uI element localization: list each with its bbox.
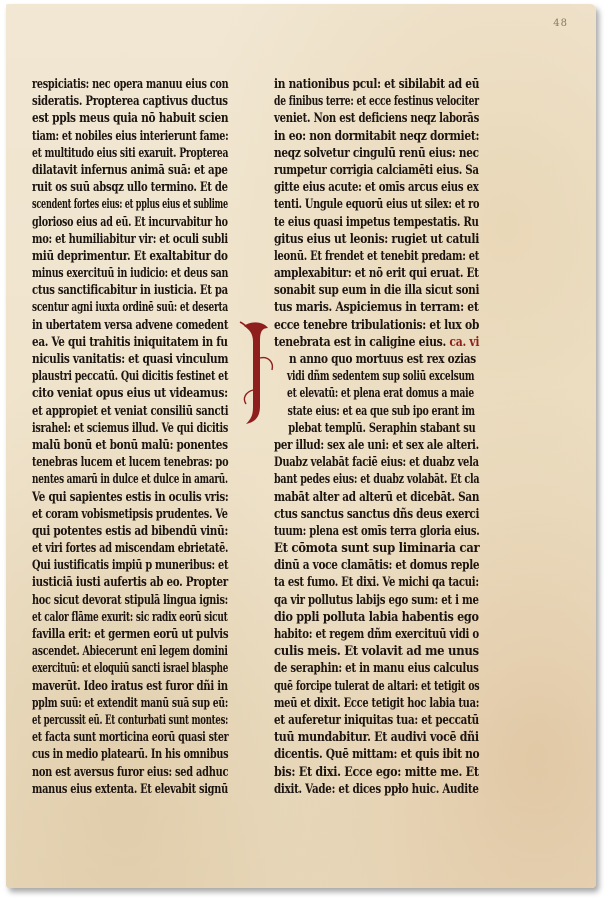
text-line: ta est fumo. Et dixi. Ve michi qa tacui:	[274, 574, 479, 590]
text-line: cito veniat opus eius ut videamus:	[32, 385, 228, 401]
text-line: ea. Ve qui trahitis iniquitatem in fu	[32, 333, 228, 349]
text-line: hoc sicut devorat stipulā lingua ignis:	[32, 591, 229, 607]
text-line: tiam: et nobiles eius interierunt fame:	[32, 127, 229, 143]
text-line: qa vir pollutus labijs ego sum: et i me	[274, 591, 479, 607]
text-line: dinū a voce clamātis: et domus reple	[274, 557, 480, 573]
text-line: favilla erit: et germen eorū ut pulvis	[32, 626, 229, 641]
text-line: minus exercituū in iudicio: et deus san	[32, 265, 229, 281]
text-line: iusticiā iusti aufertis ab eo. Propter	[32, 574, 228, 590]
text-line: neqz solvetur cingulū renū eius: nec	[274, 144, 479, 160]
text-line: est ppls meus quia nō habuit scien	[32, 110, 229, 126]
right-text-column	[274, 75, 479, 797]
text-line: quē forcipe tulerat de altari: et tetigit os	[274, 677, 480, 693]
text-line: Et cōmota sunt sup liminaria car	[274, 540, 480, 556]
text-line: ctus sanctificabitur in iusticia. Et pa	[32, 282, 228, 298]
text-line: ascendet. Abiecerunt enī legem domini	[32, 643, 228, 659]
text-line: per illud: sex ale uni: et sex ale alteri.	[274, 436, 479, 452]
text-line: in eo: non dormitabit neqz dormiet:	[274, 127, 480, 143]
text-line: et elevatū: et plena erat domus a maie	[287, 385, 474, 401]
text-line: scentur agni iuxta ordinē suū: et deserta	[32, 299, 228, 315]
text-line: dilatavit infernus animā suā: et ape	[32, 161, 228, 177]
text-line: scendent fortes eius: et pplus eius et sublime	[32, 196, 228, 212]
text-line: Ve qui sapientes estis in oculis vris:	[32, 488, 229, 504]
text-line: tuū mundabitur. Et audivi vocē dñi	[274, 729, 479, 745]
text-line: exercituū: et eloquiū sancti israel blasphe	[32, 660, 229, 676]
text-line: et viri fortes ad miscendam ebrietatē.	[32, 540, 229, 556]
text-line: malū bonū et bonū malū: ponentes	[32, 436, 228, 452]
text-line: dicentis. Quē mittam: et quis ibit no	[274, 746, 480, 762]
text-line: de seraphin: et in manu eius calculus	[274, 660, 479, 676]
text-line: mo: et humiliabitur vir: et oculi subli	[32, 230, 228, 246]
text-line: gitte eius acute: et omīs arcus eius ex	[274, 179, 479, 195]
text-line: cus in medio platearū. In his omnibus	[32, 746, 229, 762]
text-line: plaustri peccatū. Qui dicitis festinet et	[32, 368, 229, 384]
text-line: leonū. Et frendet et tenebit predam: et	[274, 247, 480, 263]
text-line: state eius: et ea que sub ipo erant im	[287, 402, 475, 418]
text-line: mabāt alter ad alterū et dicebāt. San	[274, 488, 480, 504]
text-line: sonabit sup eum in die illa sicut soni	[274, 282, 480, 298]
folio-number: 48	[553, 18, 568, 29]
text-line: et facta sunt morticina eorū quasi ster	[32, 729, 229, 745]
text-line: vidi dñm sedentem sup soliū excelsum	[286, 368, 475, 384]
text-line: te eius quasi impetus tempestatis. Ru	[274, 213, 479, 229]
text-line: ecce tenebre tribulationis: et lux ob	[274, 316, 480, 332]
text-line: et calor flāme exurit: sic radix eorū sicut	[32, 608, 228, 624]
text-line: pplm suū: et extendit manū suā sup eū:	[32, 694, 229, 710]
text-line: gitus eius ut leonis: rugiet ut catuli	[274, 230, 480, 246]
text-line: culis meis. Et volavit ad me unus	[274, 643, 479, 659]
text-line: tuum: plena est omīs terra gloria eius.	[274, 522, 480, 538]
text-line: miū deprimentur. Et exaltabitur do	[32, 247, 228, 263]
left-text-column	[32, 75, 228, 797]
text-line: niculis vanitatis: et quasi vinculum	[32, 351, 229, 366]
text-line: in ubertatem versa advene comedent	[32, 316, 229, 332]
text-line: in nationibus pcul: et sibilabit ad eū	[274, 76, 480, 91]
text-line: plebat templū. Seraphin stabant su	[288, 419, 476, 435]
text-line: respiciatis: nec opera manuu eius con	[32, 76, 229, 91]
text-line: et auferetur iniquitas tua: et peccatū	[274, 711, 479, 727]
text-line: bant pedes eius: et duabz volabāt. Et cla	[274, 471, 480, 487]
text-line: et percussit eū. Et conturbati sunt montes:	[32, 711, 229, 727]
text-line: non est aversus furor eius: sed adhuc	[32, 763, 229, 779]
text-line: tenti. Ungule equorū eius ut silex: et ro	[274, 196, 480, 212]
text-line: maverūt. Ideo iratus est furor dñi in	[32, 677, 228, 693]
text-line: qui potentes estis ad bibendū vinū:	[32, 522, 229, 538]
text-line: meū et dixit. Ecce tetigit hoc labia tua:	[274, 694, 480, 710]
text-line: glorioso eius ad eū. Et incurvabitur ho	[32, 213, 228, 229]
text-line: n anno quo mortuus est rex ozias	[289, 351, 476, 366]
text-line: tus maris. Aspiciemus in terram: et	[274, 299, 479, 315]
text-line: ruit os suū absqz ullo termino. Et de	[32, 179, 228, 195]
text-line: veniet. Non est deficiens neqz laborās	[274, 110, 480, 126]
text-line: bis: Et dixi. Ecce ego: mitte me. Et	[274, 763, 479, 779]
text-line: tenebras lucem et lucem tenebras: po	[32, 454, 229, 470]
text-line: et coram vobismetipsis prudentes. Ve	[32, 505, 228, 521]
text-line: et appropiet et veniat consiliū sancti	[32, 402, 229, 418]
text-line: et multitudo eius siti exaruit. Propterea	[32, 144, 229, 160]
text-line: Qui iustificatis impiū p muneribus: et	[32, 557, 229, 573]
text-line: rumpetur corrigia calciamēti eius. Sa	[274, 161, 479, 177]
text-line: nentes amarū in dulce et dulce in amarū.	[32, 471, 228, 487]
text-line: de finibus terre: et ecce festinus velociter	[274, 93, 479, 109]
manuscript-page	[6, 4, 596, 888]
text-line: sideratis. Propterea captivus ductus	[32, 93, 228, 109]
initial-letter-i	[238, 318, 278, 428]
text-line: dio ppli polluta labia habentis ego	[274, 608, 479, 624]
text-line: israhel: et sciemus illud. Ve qui dicitis	[32, 419, 229, 435]
chapter-rubric: ca. vi	[449, 333, 480, 349]
text-line: amplexabitur: et nō erit qui eruat. Et	[274, 265, 479, 281]
text-line: dixit. Vade: et dices ppło huic. Audite	[274, 780, 479, 796]
text-line: Duabz velabāt faciē eius: et duabz vela	[274, 454, 479, 470]
text-line: manus eius extenta. Et elevabit signū	[32, 780, 228, 796]
text-line: tenebrata est in caligine eius. ca. vi	[274, 333, 480, 349]
text-line: ctus sanctus sanctus dñs deus exerci	[274, 505, 480, 521]
text-line: habito: et regem dñm exercituū vidi o	[274, 626, 479, 641]
